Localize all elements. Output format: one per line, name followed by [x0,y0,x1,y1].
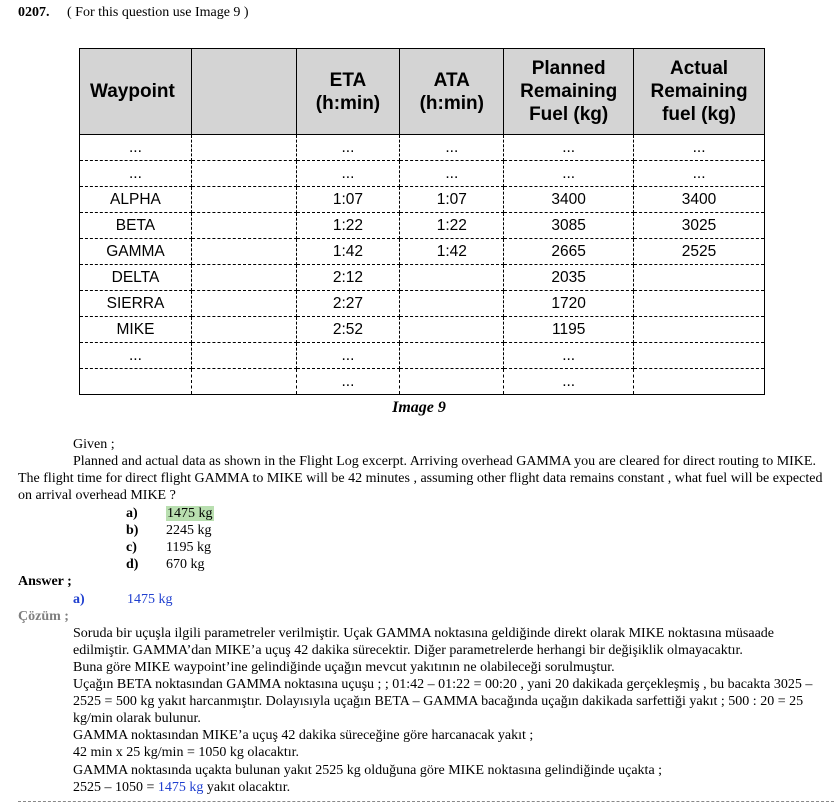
cell-blank [191,187,296,213]
cell-planned-fuel: ... [504,161,634,187]
cell-ata: ... [400,161,504,187]
table-row [80,317,765,343]
cell-actual-fuel: ... [634,135,765,161]
table-row [80,161,765,187]
table-row [80,187,765,213]
cell-planned-fuel: ... [504,135,634,161]
image-caption: Image 9 [392,399,446,416]
cell-actual-fuel [634,343,765,369]
table-row [80,265,765,291]
header-eta: ETA (h:min) [296,49,400,135]
cell-waypoint: ... [80,343,192,369]
header-actual-fuel: Actual Remaining fuel (kg) [634,49,765,135]
flight-log-table [79,48,765,395]
cell-ata [400,317,504,343]
cell-ata: ... [400,135,504,161]
option-d-text: 670 kg [166,557,205,572]
header-planned-fuel: Planned Remaining Fuel (kg) [504,49,634,135]
cell-waypoint: DELTA [80,265,192,291]
cell-waypoint: SIERRA [80,291,192,317]
table-row [80,343,765,369]
option-a-text: 1475 kg [167,506,213,521]
option-b-text: 2245 kg [166,523,212,538]
cell-blank [191,369,296,395]
cell-actual-fuel: 3400 [634,187,765,213]
cell-blank [191,317,296,343]
solution-paragraph-4: GAMMA noktasından MIKE’a uçuş 42 dakika süreceğine göre harcanacak yakıt ; [73,728,534,743]
cell-eta: ... [296,343,400,369]
header-blank [191,49,296,135]
solution-paragraph-3: Uçağın BETA noktasından GAMMA noktasına uçuşu ; ; 01:42 – 01:22 = 00:20 , yani 20 dakikada gerçekleşmiş , bu bacakta 3025 – 2525 = 500 kg yakıt harcanmıştır. Dolayısıyla uçağın BETA – GAMMA bacağında uçağın dakikada sarfettiği yakıt ; 500 : 20 = 25 kg/min olarak bulunur. [73,677,813,727]
table-row [80,135,765,161]
cell-eta: ... [296,135,400,161]
solution-result-prefix: 2525 – 1050 = [73,780,158,795]
cell-waypoint: ALPHA [80,187,192,213]
cell-planned-fuel: 3400 [504,187,634,213]
option-c-label: c) [126,540,137,555]
cell-actual-fuel: 3025 [634,213,765,239]
cell-actual-fuel: 2525 [634,239,765,265]
cell-waypoint: MIKE [80,317,192,343]
cell-blank [191,239,296,265]
cell-blank [191,161,296,187]
cell-blank [191,265,296,291]
cell-actual-fuel [634,291,765,317]
cell-ata [400,343,504,369]
cell-ata [400,291,504,317]
cell-waypoint: BETA [80,213,192,239]
cell-waypoint: ... [80,135,192,161]
option-c-text: 1195 kg [166,540,211,555]
cell-ata: 1:07 [400,187,504,213]
cell-actual-fuel [634,317,765,343]
solution-title: Çözüm ; [18,609,69,624]
option-c [126,539,211,556]
cell-eta: 1:07 [296,187,400,213]
solution-paragraph-2: Buna göre MIKE waypoint’ine gelindiğinde uçağın mevcut yakıtının ne olabileceği sorulmuştur. [73,660,615,675]
table-row [80,369,765,395]
cell-eta: 2:12 [296,265,400,291]
solution-paragraph-6: GAMMA noktasında uçakta bulunan yakıt 2525 kg olduğuna göre MIKE noktasına gelindiğinde uçakta ; [73,763,663,778]
cell-eta: 1:22 [296,213,400,239]
cell-eta: 2:27 [296,291,400,317]
cell-planned-fuel: 3085 [504,213,634,239]
given-label: Given ; [73,437,115,452]
solution-result-suffix: yakıt olacaktır. [203,780,291,795]
answer-line [73,591,173,608]
cell-planned-fuel: 1720 [504,291,634,317]
cell-actual-fuel [634,265,765,291]
header-ata: ATA (h:min) [400,49,504,135]
table-header-row [80,49,765,135]
option-d [126,556,205,573]
cell-planned-fuel: 2035 [504,265,634,291]
cell-planned-fuel: ... [504,343,634,369]
question-number: 0207. [18,5,50,20]
cell-blank [191,135,296,161]
cell-waypoint: ... [80,161,192,187]
question-text: Planned and actual data as shown in the Flight Log excerpt. Arriving overhead GAMMA you are cleared for direct routing to MIKE. The flight time for direct flight GAMMA to MIKE will be 42 minutes , assuming other flight data remains constant , what fuel will be expected on arrival overhead MIKE ? [18,454,823,504]
cell-ata [400,265,504,291]
option-b-label: b) [126,523,139,538]
cell-planned-fuel: 2665 [504,239,634,265]
header-waypoint: Waypoint [80,49,192,135]
cell-actual-fuel: ... [634,161,765,187]
cell-eta: ... [296,369,400,395]
table-row [80,213,765,239]
cell-blank [191,213,296,239]
cell-blank [191,291,296,317]
table-row [80,291,765,317]
table-row [80,239,765,265]
cell-planned-fuel: ... [504,369,634,395]
answer-label: a) [73,592,85,607]
cell-ata: 1:22 [400,213,504,239]
option-a [126,505,214,522]
cell-planned-fuel: 1195 [504,317,634,343]
solution-result-value: 1475 kg [157,780,204,795]
cell-ata: 1:42 [400,239,504,265]
cell-waypoint [80,369,192,395]
solution-paragraph-7 [73,779,830,796]
option-d-label: d) [126,557,139,572]
option-a-label: a) [126,506,138,521]
answer-text: 1475 kg [127,592,173,607]
cell-eta: 2:52 [296,317,400,343]
cell-waypoint: GAMMA [80,239,192,265]
question-context: ( For this question use Image 9 ) [67,5,249,20]
solution-paragraph-5: 42 min x 25 kg/min = 1050 kg olacaktır. [73,745,300,760]
cell-actual-fuel [634,369,765,395]
question-header [18,5,249,21]
solution-paragraph-1: Soruda bir uçuşla ilgili parametreler verilmiştir. Uçak GAMMA noktasına geldiğinde direkt olarak MIKE noktasına müsaade edilmiştir. GAMMA’dan MIKE’a uçuş 42 dakika sürecektir. Diğer parametrelerde herhangi bir değişiklik olmayacaktır. [73,626,774,659]
answer-title: Answer ; [18,574,72,589]
cell-blank [191,343,296,369]
cell-eta: 1:42 [296,239,400,265]
cell-ata [400,369,504,395]
option-b [126,522,212,539]
bottom-divider [18,801,834,802]
cell-eta: ... [296,161,400,187]
table-body [80,135,765,395]
